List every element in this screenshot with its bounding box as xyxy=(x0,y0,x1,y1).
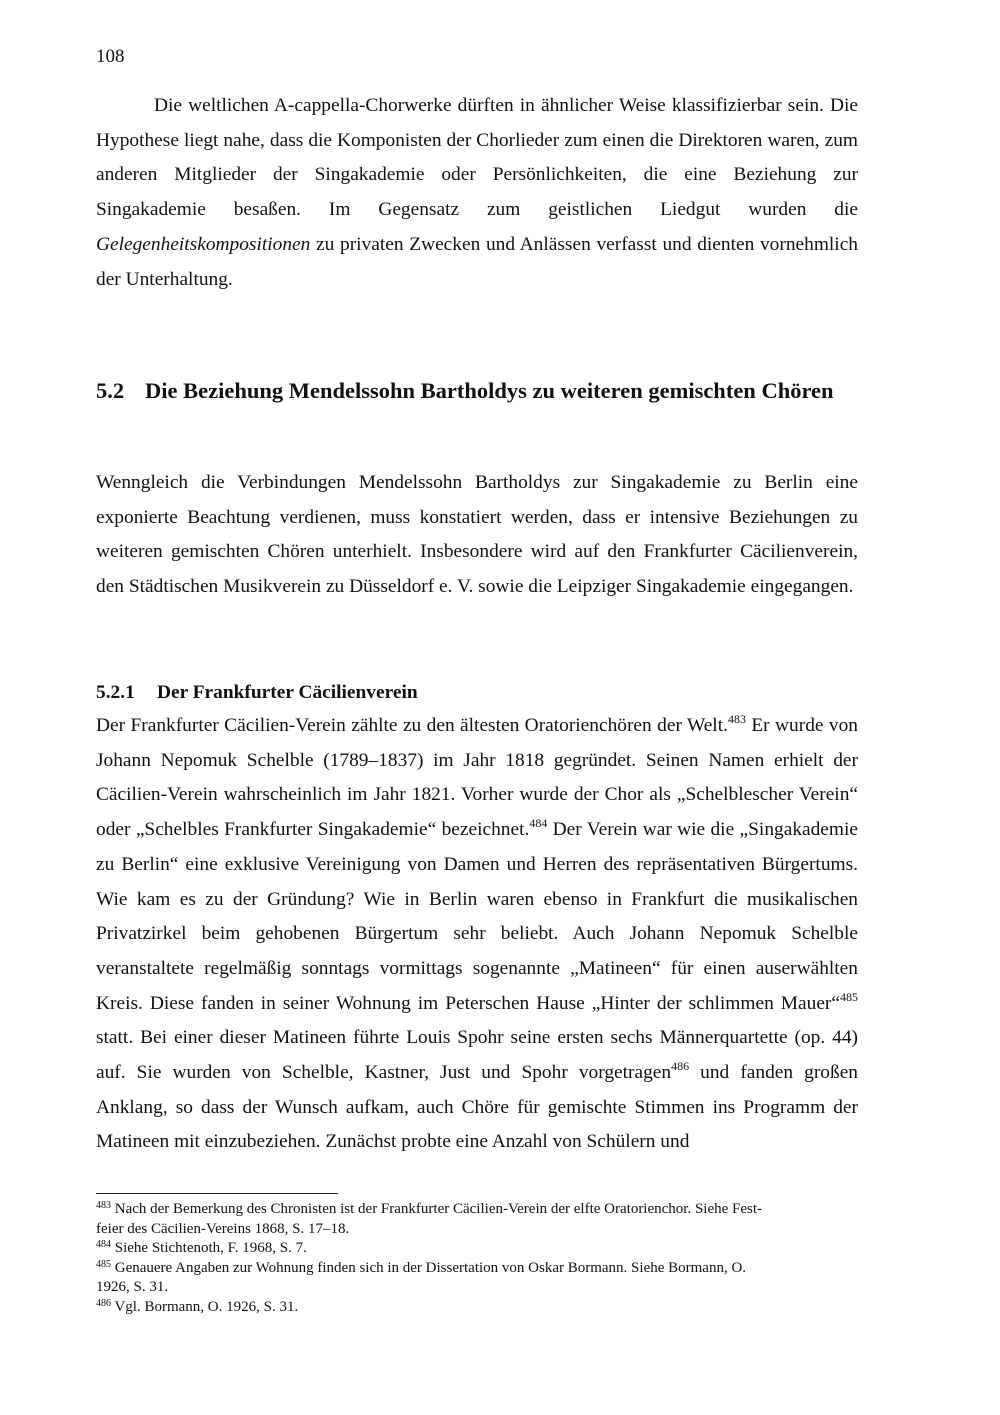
subsection-number: 5.2.1 xyxy=(96,682,135,703)
footnote-text: Siehe Stichtenoth, F. 1968, S. 7. xyxy=(111,1240,307,1256)
footnote xyxy=(96,1259,846,1298)
footnote xyxy=(96,1200,846,1239)
footnote-text: Vgl. Bormann, O. 1926, S. 31. xyxy=(111,1298,299,1315)
footnote-number: 484 xyxy=(96,1239,111,1250)
footnote-text: 1926, S. 31. xyxy=(96,1279,169,1295)
footnote-divider xyxy=(96,1193,338,1194)
text-segment: Er wurde von Johann Nepomuk Schelble (1789–1837) im Jahr 1818 gegründet. Seinen Namen erhielt der Cäcilien-Verein wahrscheinlich im Jahr 1821. Vorher wurde der Chor als „Schelblescher Verein“ oder „Schelbles Frankfurter Singakademie“ bezeichnet. xyxy=(96,715,858,841)
subsection-title: Der Frankfurter Cäcilienverein xyxy=(157,682,418,703)
footnote-text: feier des Cäcilien-Vereins 1868, S. 17–18. xyxy=(96,1220,350,1237)
section-heading xyxy=(96,370,858,412)
footnote-ref[interactable]: 486 xyxy=(671,1059,690,1074)
footnote-ref[interactable]: 484 xyxy=(529,816,548,831)
subsection-heading xyxy=(96,678,418,708)
intro-text: Die weltlichen A-cappella-Chorwerke dürften in ähnlicher Weise klassifizierbar sein. Die Hypothese liegt nahe, dass die Komponisten der Chorlieder zum einen die Direktoren waren, zum anderen Mitglieder der Singakademie oder Persönlichkeiten, die eine Beziehung zur Singakademie besaßen. Im Gegensatz zum geistlichen Liedgut wurden die xyxy=(96,95,858,221)
intro-text-end: zu privaten Zwecken und Anlässen verfasst und dienten vornehmlich der Unterhaltung. xyxy=(96,233,858,290)
text-segment: Der Frankfurter Cäcilien-Verein zählte zu den ältesten Oratorienchören der Welt. xyxy=(96,715,728,736)
section-number: 5.2 xyxy=(96,378,125,403)
footnote-number: 486 xyxy=(96,1297,111,1309)
footnote-ref[interactable]: 483 xyxy=(727,712,746,726)
footnote-number: 485 xyxy=(96,1258,111,1270)
text-segment: statt. Bei einer dieser Matineen führte Louis Spohr seine ersten sechs Männerquartette (op. 44) auf. Sie wurden von Schelble, Kastner, Just und Spohr vorgetragen xyxy=(96,1027,858,1084)
page-number: 108 xyxy=(96,46,125,67)
footnote xyxy=(96,1239,846,1259)
footnote-number: 483 xyxy=(96,1200,111,1211)
footnote-ref[interactable]: 485 xyxy=(840,989,858,1004)
intro-paragraph xyxy=(96,89,858,297)
footnotes xyxy=(96,1200,846,1317)
footnote-text: Nach der Bemerkung des Chronisten ist der Frankfurter Cäcilien-Verein der elfte Oratorienchor. Siehe Fest- xyxy=(111,1201,763,1217)
intro-italic-term: Gelegenheitskompositionen xyxy=(96,233,311,255)
section-paragraph: Wenngleich die Verbindungen Mendelssohn Bartholdys zur Singakademie zu Berlin eine exponierte Beachtung verdienen, muss konstatiert werden, dass er intensive Beziehungen zu weiteren gemischten Chören unterhielt. Insbesondere wird auf den Frankfurter Cäcilienverein, den Städtischen Musikverein zu Düsseldorf e. V. sowie die Leipziger Singakademie eingegangen. xyxy=(96,472,858,598)
footnote-text: Genauere Angaben zur Wohnung finden sich in der Dissertation von Oskar Bormann. Siehe Bormann, O. xyxy=(111,1259,747,1276)
text-segment: Der Verein war wie die „Singakademie zu Berlin“ eine exklusive Vereinigung von Damen und Herren des repräsentativen Bürgertums. Wie kam es zu der Gründung? Wie in Berlin waren ebenso in Frankfurt die musikalischen Privatzirkel beim gehobenen Bürgertum sehr beliebt. Auch Johann Nepomuk Schelble veranstaltete regelmäßig sonntags vormittags sogenannte „Matineen“ für einen auserwählten Kreis. Diese fanden in seiner Wohnung im Peterschen Hause „Hinter der schlimmen Mauer“ xyxy=(96,819,858,1014)
footnote xyxy=(96,1298,846,1318)
section-title: Die Beziehung Mendelssohn Bartholdys zu weiteren gemischten Chören xyxy=(145,378,834,403)
subsection-paragraph xyxy=(96,709,858,1160)
text-segment: und fanden großen Anklang, so dass der Wunsch aufkam, auch Chöre für gemischte Stimmen ins Programm der Matineen mit einzubeziehen. Zunächst probte eine Anzahl von Schülern und xyxy=(96,1062,858,1153)
